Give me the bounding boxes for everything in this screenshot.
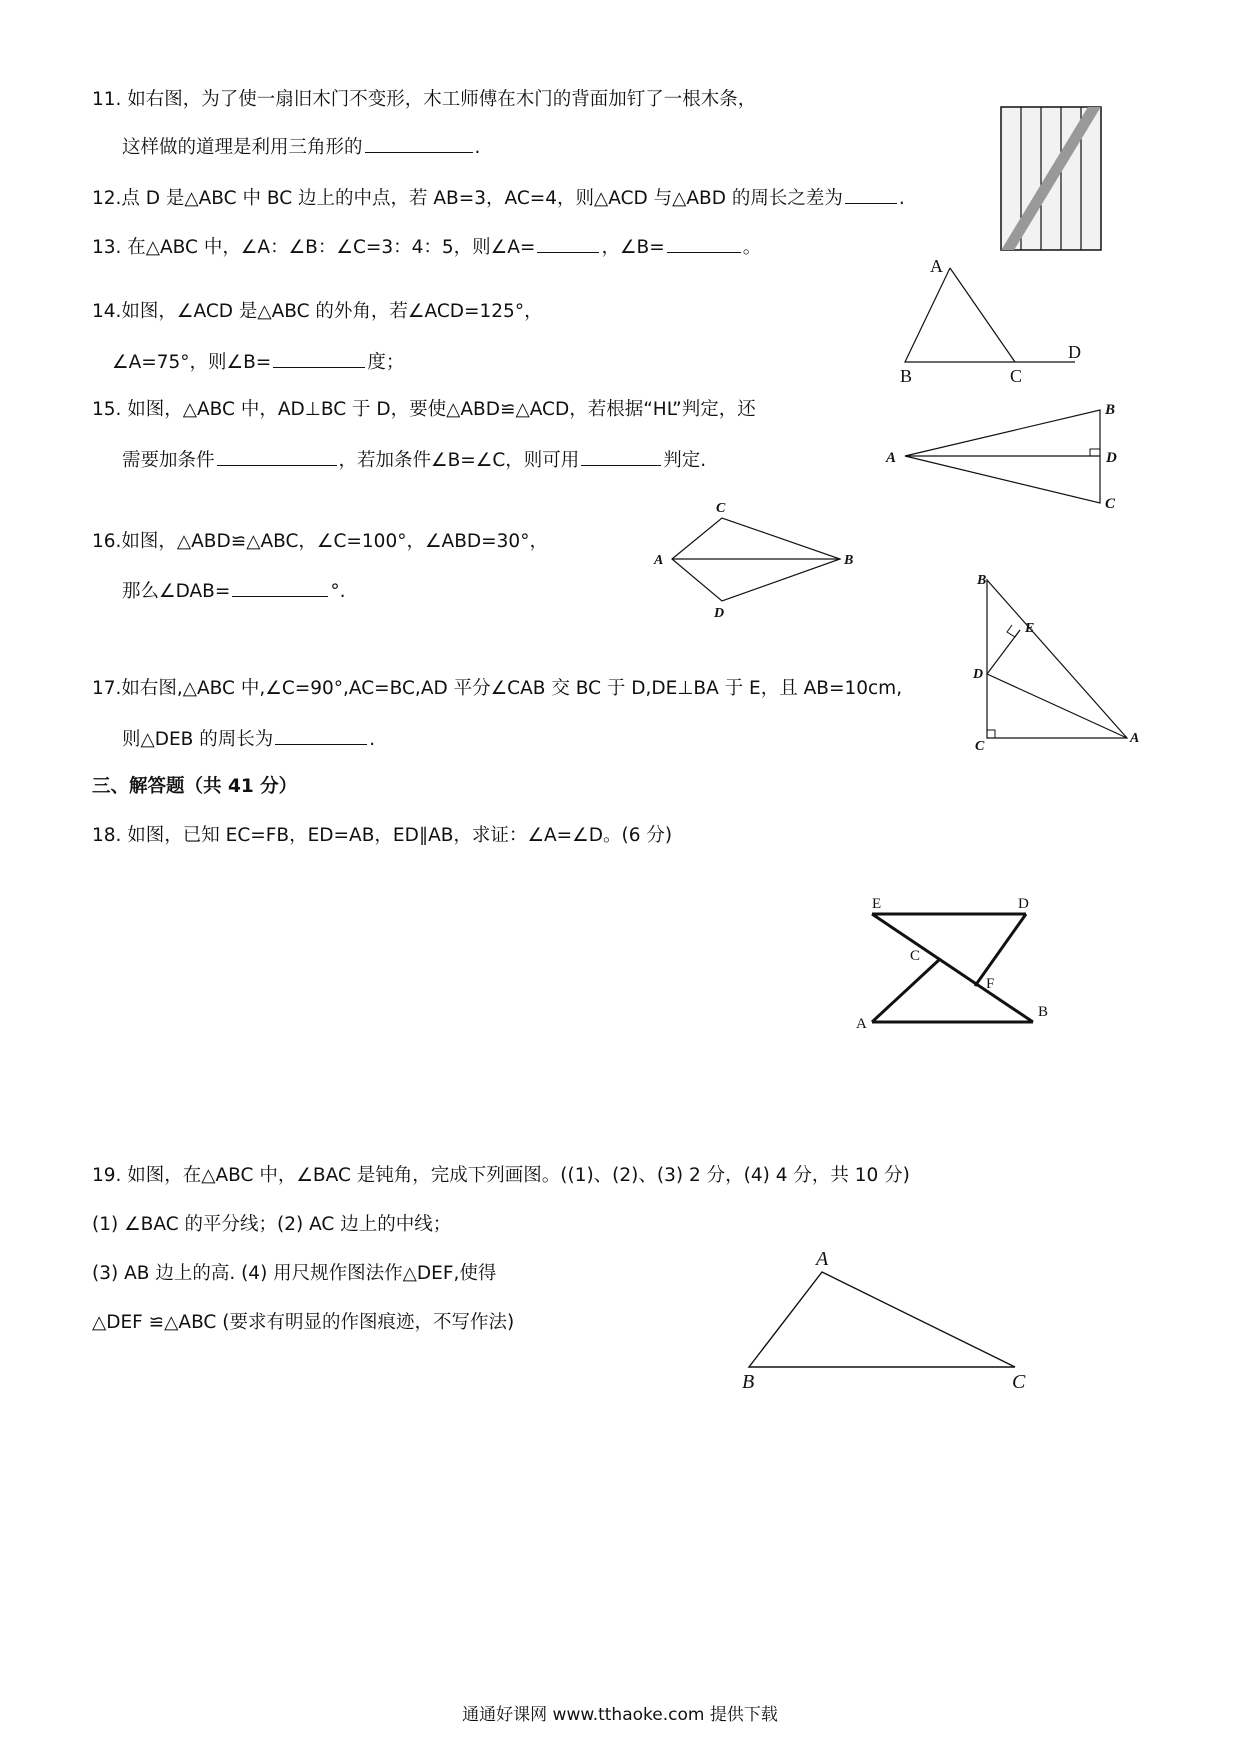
q12-answer-blank[interactable] bbox=[845, 185, 897, 204]
q13-blank-a[interactable] bbox=[537, 234, 599, 253]
fig15-triangle bbox=[880, 400, 1120, 510]
q17-line2 bbox=[122, 726, 375, 752]
q16-answer-blank[interactable] bbox=[232, 578, 328, 597]
fig18-label-c: C bbox=[910, 948, 921, 964]
q14-answer-blank[interactable] bbox=[273, 349, 365, 368]
fig14-label-c: C bbox=[1010, 366, 1023, 386]
q15-end: 判定. bbox=[663, 450, 707, 471]
q17-line1: 17.如右图,△ABC 中,∠C=90°,AC=BC,AD 平分∠CAB 交 BC 于 D,DE⊥BA 于 E，且 AB=10cm, bbox=[92, 678, 903, 699]
q11-line2 bbox=[122, 134, 480, 160]
fig18-label-f: F bbox=[986, 976, 995, 992]
fig18-label-b: B bbox=[1038, 1004, 1049, 1020]
fig17-label-d: D bbox=[973, 667, 984, 682]
q11-line1: 11. 如右图，为了使一扇旧木门不变形，木工师傅在木门的背面加钉了一根木条， bbox=[92, 89, 757, 110]
q14-line2 bbox=[112, 349, 404, 375]
q19-line4: △DEF ≌△ABC (要求有明显的作图痕迹，不写作法) bbox=[92, 1312, 515, 1333]
q12-end: . bbox=[898, 188, 905, 209]
fig14-triangle bbox=[890, 250, 1090, 386]
q13-blank-b[interactable] bbox=[667, 234, 741, 253]
fig16-label-c: C bbox=[716, 501, 726, 516]
fig15-label-d: D bbox=[1106, 450, 1117, 466]
fig17-label-c: C bbox=[975, 739, 985, 754]
fig18-figure bbox=[850, 890, 1050, 1030]
fig19-triangle bbox=[730, 1230, 1040, 1400]
q19-line3: (3) AB 边上的高. (4) 用尺规作图法作△DEF,使得 bbox=[92, 1263, 497, 1284]
q11-line2-end: . bbox=[474, 137, 481, 158]
q15-line2 bbox=[122, 447, 706, 473]
fig14-label-a: A bbox=[930, 256, 943, 276]
q19-line1: 19. 如图，在△ABC 中，∠BAC 是钝角，完成下列画图。((1)、(2)、(3) 2 分，(4) 4 分，共 10 分) bbox=[92, 1165, 910, 1186]
q13-line bbox=[92, 234, 761, 260]
fig16-quadrilateral bbox=[650, 500, 870, 620]
q15-text-a: 需要加条件 bbox=[122, 450, 215, 471]
q16-line1: 16.如图，△ABD≌△ABC，∠C=100°，∠ABD=30°， bbox=[92, 531, 548, 552]
q12-text: 12.点 D 是△ABC 中 BC 边上的中点，若 AB=3，AC=4，则△ACD 与△ABD 的周长之差为 bbox=[92, 188, 843, 209]
q17-text: 则△DEB 的周长为 bbox=[122, 729, 274, 750]
fig14-label-b: B bbox=[900, 366, 913, 386]
fig14-label-d: D bbox=[1068, 342, 1081, 362]
fig16-label-d: D bbox=[714, 606, 725, 621]
q15-line1: 15. 如图，△ABC 中，AD⊥BC 于 D，要使△ABD≌△ACD，若根据“HL”判定，还 bbox=[92, 399, 756, 420]
q15-blank-a[interactable] bbox=[217, 447, 337, 466]
section-3-heading: 三、解答题（共 41 分） bbox=[92, 776, 298, 797]
fig19-label-c: C bbox=[1012, 1371, 1026, 1393]
fig19-label-b: B bbox=[742, 1371, 755, 1393]
q11-line2-text: 这样做的道理是利用三角形的 bbox=[122, 137, 363, 158]
page-footer: 通通好课网 www.tthaoke.com 提供下载 bbox=[462, 1705, 778, 1725]
q11-answer-blank[interactable] bbox=[365, 134, 473, 153]
fig15-label-a: A bbox=[886, 450, 897, 466]
door-figure bbox=[1000, 106, 1104, 252]
q19-line2: (1) ∠BAC 的平分线；(2) AC 边上的中线； bbox=[92, 1214, 452, 1235]
q13-text-a: 13. 在△ABC 中，∠A：∠B：∠C=3：4：5，则∠A= bbox=[92, 237, 536, 258]
q14-end: 度； bbox=[367, 352, 405, 373]
q13-end: 。 bbox=[742, 237, 762, 258]
fig17-label-e: E bbox=[1025, 621, 1035, 636]
q15-blank-b[interactable] bbox=[581, 447, 661, 466]
q18-line: 18. 如图，已知 EC=FB，ED=AB，ED∥AB，求证：∠A=∠D。(6 分) bbox=[92, 825, 673, 846]
q17-end: . bbox=[369, 729, 376, 750]
q16-end: °. bbox=[330, 581, 346, 602]
fig15-label-b: B bbox=[1105, 402, 1116, 418]
fig17-label-b: B bbox=[977, 573, 987, 588]
fig17-label-a: A bbox=[1130, 731, 1140, 746]
q16-text: 那么∠DAB= bbox=[122, 581, 231, 602]
fig18-label-e: E bbox=[872, 896, 882, 912]
q14-line1: 14.如图，∠ACD 是△ABC 的外角，若∠ACD=125°， bbox=[92, 301, 543, 322]
fig18-label-d: D bbox=[1018, 896, 1029, 912]
q14-text: ∠A=75°，则∠B= bbox=[112, 352, 272, 373]
q16-line2 bbox=[122, 578, 346, 604]
fig16-label-b: B bbox=[844, 553, 854, 568]
fig15-label-c: C bbox=[1105, 496, 1116, 512]
q12-line bbox=[92, 185, 905, 211]
q15-text-b: ，若加条件∠B=∠C，则可用 bbox=[338, 450, 580, 471]
fig16-label-a: A bbox=[654, 553, 664, 568]
q13-text-b: ，∠B= bbox=[601, 237, 665, 258]
q17-answer-blank[interactable] bbox=[275, 726, 367, 745]
fig18-label-a: A bbox=[856, 1016, 867, 1032]
fig19-label-a: A bbox=[816, 1248, 829, 1270]
fig17-right-triangle bbox=[960, 570, 1150, 760]
